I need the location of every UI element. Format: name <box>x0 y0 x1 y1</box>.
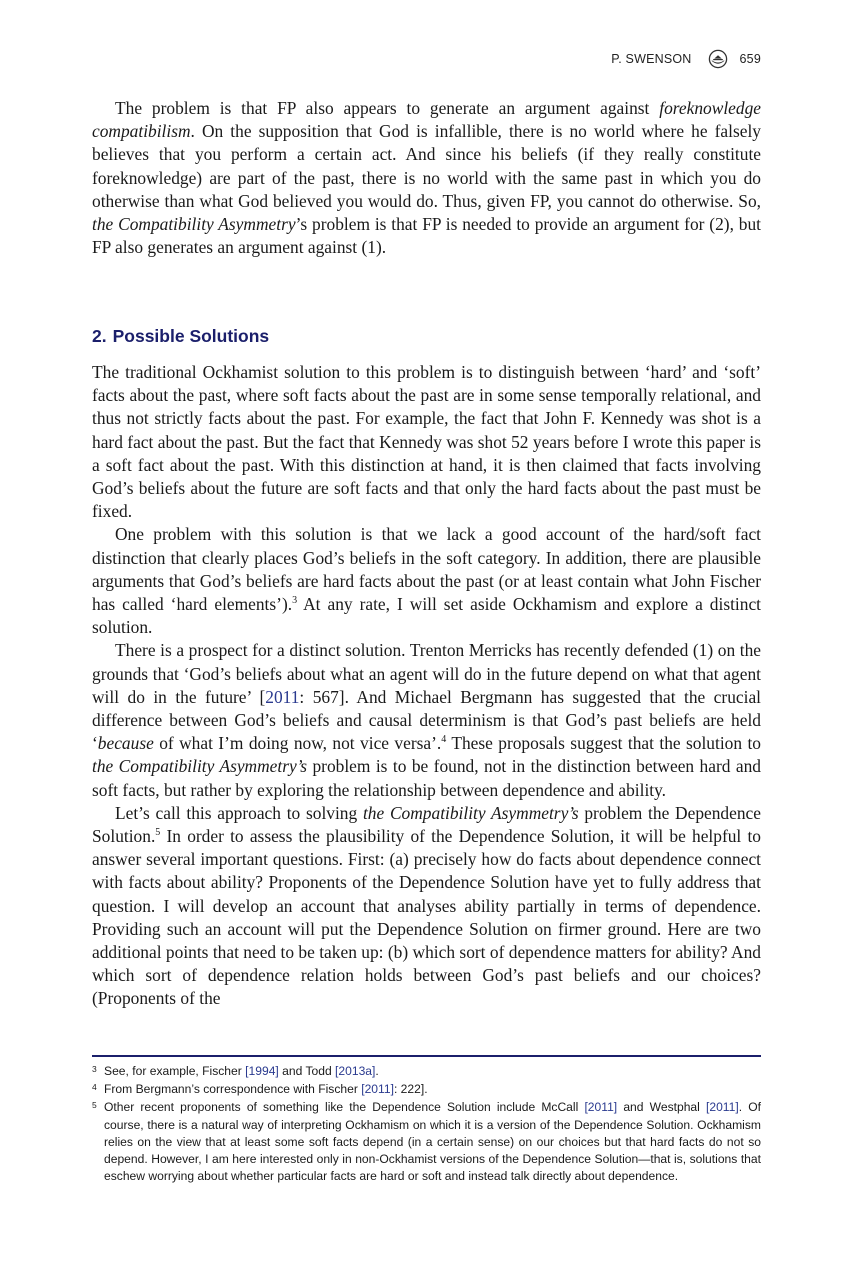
footnote-mark: 4 <box>92 1082 97 1093</box>
footnote-3 <box>92 1063 761 1080</box>
footnote-mark: 3 <box>92 1064 97 1074</box>
paragraph: The traditional Ockhamist solution to this problem is to distinguish between ‘hard’ and ‘soft’ facts about the past, where soft facts about the past are in some sense temporally relational, and thus not strictly facts about the past. For example, the fact that John F. Kennedy was shot is a hard fact about the past. But the fact that Kennedy was shot 52 years before I wrote this paper is a soft fact about the past. With this distinction at hand, it is then claimed that facts involving God’s beliefs about the future are soft facts and that only the hard facts about the past must be fixed. <box>92 362 761 522</box>
citation-link[interactable]: [1994] <box>245 1064 279 1078</box>
footnotes <box>92 1063 761 1186</box>
section-number: 2. <box>92 326 107 346</box>
section-body <box>92 361 761 1011</box>
footnote-divider <box>92 1055 761 1057</box>
section-title: Possible Solutions <box>112 326 270 346</box>
paragraph: There is a prospect for a distinct solution. Trenton Merricks has recently defended (1) on the grounds that ‘God’s beliefs about what an agent will do in the future depend on what that agent will do in the future’ [2011: 567]. And Michael Bergmann has suggested that the crucial difference between God’s beliefs and causal determinism is that God’s past beliefs are held ‘because of what I’m doing now, not vice versa’.$^4$ These proposals suggest that the solution to the Compatibility Asymmetry’s problem is to be found, not in the distinction between hard and soft facts, but rather by exploring the relationship between dependence and ability. <box>92 640 761 800</box>
footnote-ref[interactable]: 5 <box>155 827 161 839</box>
footnote-text: Other recent proponents of something like the Dependence Solution include McCall [2011] and Westphal [2011]. Of course, there is a natural way of interpreting Ockhamism on which it is a version of the Dependence Solution. Ockhamism relies on the view that at least some soft facts depend (in a certain sense) on our choices but that hard facts do not so depend. However, I am here interested only in non-Ockhamist versions of the Dependence Solution—that is, solutions that eschew worrying about whether particular facts are hard or soft and instead talk directly about dependence. <box>104 1100 762 1184</box>
running-head-author: P. SWENSON <box>611 52 692 66</box>
citation-link[interactable]: 2011 <box>265 686 300 707</box>
paragraph: Let’s call this approach to solving the Compatibility Asymmetry’s problem the Dependence Solution.$^5$ In order to assess the plausibility of the Dependence Solution, it will be helpful to answer several important questions. First: (a) precisely how do facts about dependence connect with facts about ability? Proponents of the Dependence Solution have yet to fully address that question. I will develop an account that analyses ability partially in terms of dependence. Providing such an account will put the Dependence Solution on firmer ground. Here are two additional points that need to be taken up: (b) which sort of dependence matters for ability? And which sort of dependence relation holds between God’s past beliefs and our choices? (Proponents of the <box>92 802 761 1009</box>
footnote-text: See, for example, Fischer [1994] and Todd [2013a]. <box>104 1064 379 1078</box>
section-heading <box>92 326 269 347</box>
paragraph: One problem with this solution is that we lack a good account of the hard/soft fact distinction that clearly places God’s beliefs in the soft category. In addition, there are plausible arguments that God’s beliefs are hard facts about the past (or at least contain what John Fischer has called ‘hard elements’).$^3$ At any rate, I will set aside Ockhamism and explore a distinct solution. <box>92 524 761 638</box>
running-head-page-number: 659 <box>739 52 761 66</box>
opening-paragraph-block <box>92 97 761 259</box>
footnote-5 <box>92 1099 761 1185</box>
citation-link[interactable]: [2013a] <box>335 1064 376 1078</box>
citation-link[interactable]: [2011] <box>706 1100 739 1115</box>
footnote-ref[interactable]: 4 <box>441 734 447 746</box>
footnote-4 <box>92 1081 761 1098</box>
citation-link[interactable]: [2011] <box>361 1082 394 1097</box>
citation-link[interactable]: [2011] <box>584 1100 618 1115</box>
footnote-mark: 5 <box>92 1100 97 1111</box>
footnote-text: From Bergmann’s correspondence with Fischer [2011]: 222]. <box>104 1082 428 1097</box>
journal-logo-icon <box>708 49 728 69</box>
paragraph: The problem is that FP also appears to generate an argument against foreknowledge compatibilism. On the supposition that God is infallible, there is no world where he falsely believes that you perform a certain act. And since his beliefs (if they really constitute foreknowledge) are part of the past, there is no world with the same past in which you do otherwise than what God believed you would do. Thus, given FP, you cannot do otherwise. So, the Compatibility Asymmetry’s problem is that FP is needed to provide an argument for (2), but FP also generates an argument against (1). <box>92 98 761 258</box>
footnote-ref[interactable]: 3 <box>292 595 298 607</box>
running-head <box>611 49 761 69</box>
